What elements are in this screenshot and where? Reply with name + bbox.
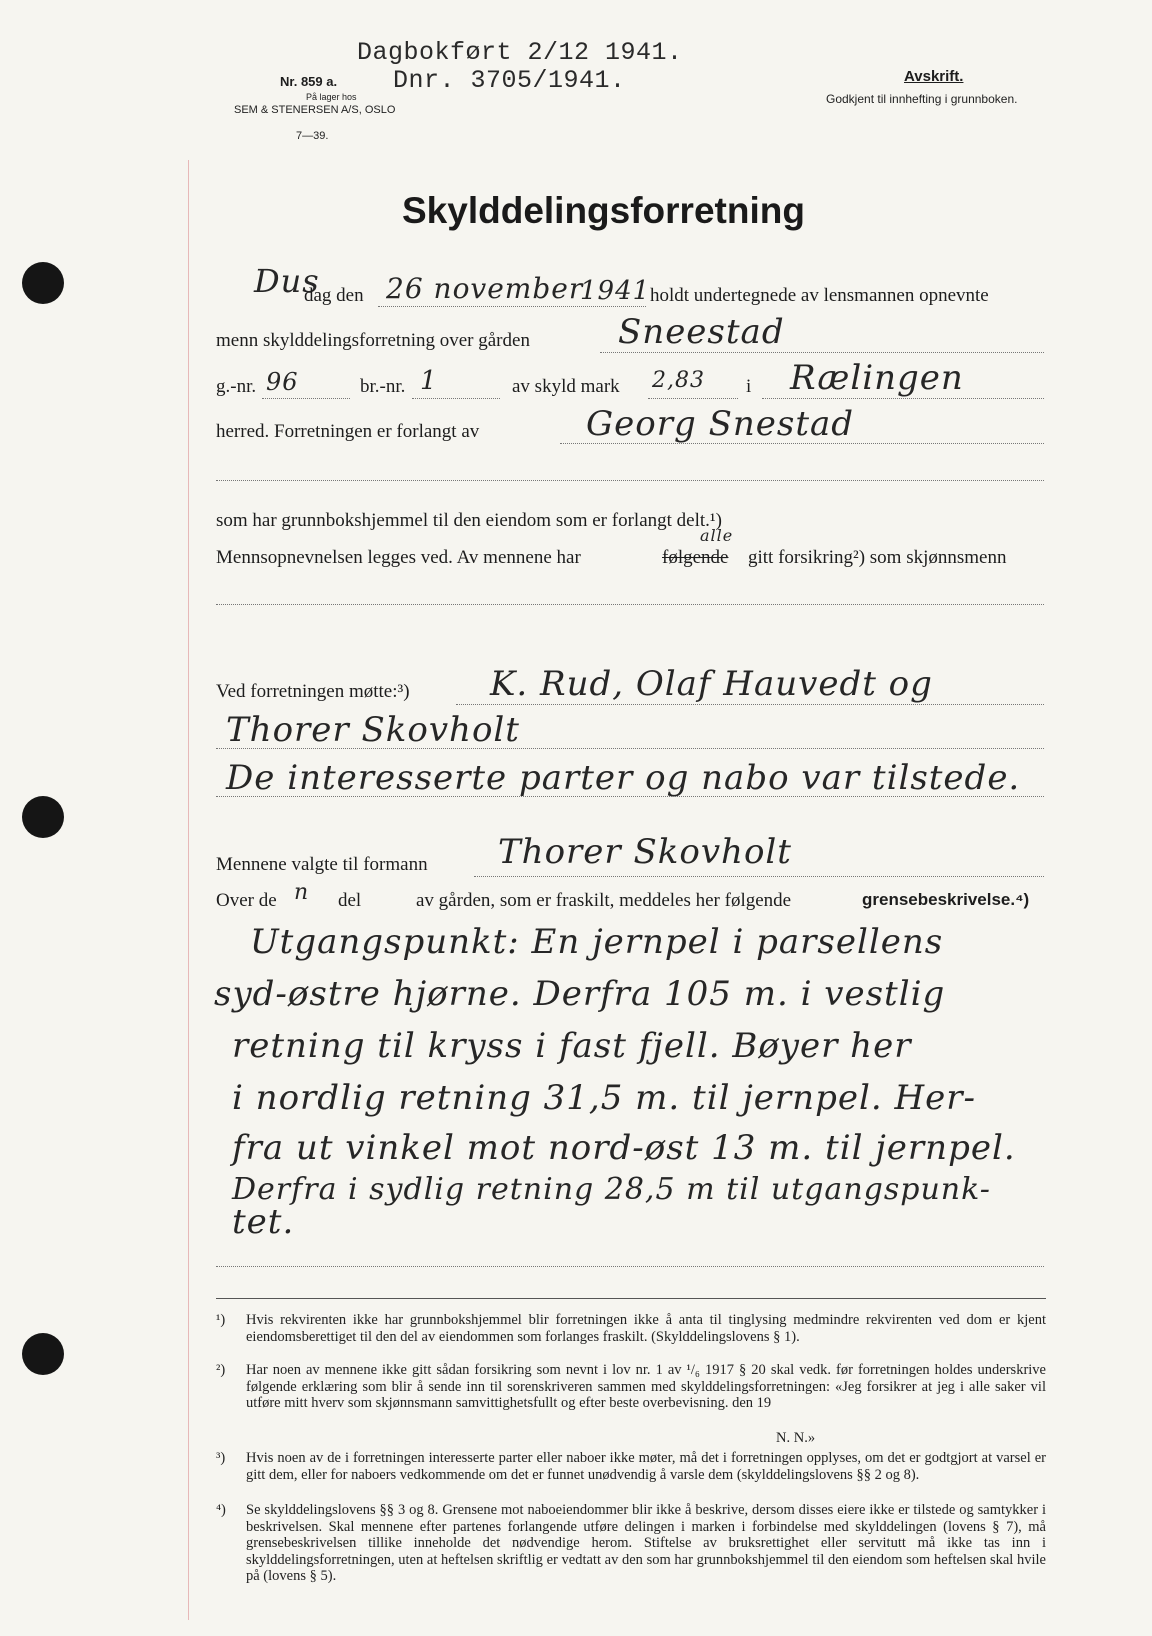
punch-hole-top — [22, 262, 64, 304]
document-title: Skylddelingsforretning — [402, 190, 805, 231]
label-forlangt-av: herred. Forretningen er forlangt av — [216, 421, 480, 442]
handwritten-formann: Thorer Skovholt — [498, 832, 792, 872]
footnote-2 — [216, 1362, 1046, 1412]
footnote-signature — [216, 1430, 1046, 1447]
journal-stamp-date: Dagbokført 2/12 1941. — [357, 38, 683, 67]
struck-folgende: følgende — [662, 547, 729, 568]
footnote-4-number: ⁴) — [216, 1502, 226, 1518]
handwritten-kommune: Rælingen — [790, 358, 964, 398]
footnote-3-number: ³) — [216, 1450, 226, 1466]
skyld-underline — [648, 398, 738, 399]
publisher-date: 7—39. — [296, 130, 329, 142]
form-number: Nr. 859 a. — [280, 74, 338, 89]
blank-line-2 — [216, 604, 1044, 605]
label-over-garden: menn skylddelingsforretning over gården — [216, 330, 530, 351]
handwritten-n: n — [294, 880, 310, 905]
handwritten-prefix: Dus — [254, 262, 320, 300]
footnote-1-text: Hvis rekvirenten ikke har grunnbokshjemmel blir forretningen ikke å anta til tinglysing medmindre rekvirenten ved dom er kjent eiendomsberettiget til den del av eiendommen som forlanges fraskilt. (Skylddelingslovens § 1). — [246, 1312, 1046, 1345]
text-grunnbokshjemmel: som har grunnbokshjemmel til den eiendom som er forlangt delt.¹) — [216, 510, 722, 531]
footnote-4 — [216, 1502, 1046, 1585]
handwritten-skyld: 2,83 — [652, 368, 705, 393]
boundary-line-2: syd-østre hjørne. Derfra 105 m. i vestlig — [214, 974, 946, 1014]
text-forsikring: gitt forsikring²) som skjønnsmenn — [748, 547, 1007, 568]
footnote-2-text: Har noen av mennene ikke gitt sådan forsikring som nevnt i lov nr. 1 av ¹/₆ 1917 § 20 skal vedk. før forretningen holdes underskrive følgende erklæring som blir å sende inn til sorenskriveren sammen med skylddelingsforretningen: «Jeg forsikrer at jeg i alle saker vil utføre mitt hverv som skjønnsmann samvittighetsfullt og efter beste overbevisning. den 19 — [246, 1362, 1046, 1411]
label-mennsopnevnelsen: Mennsopnevnelsen legges ved. Av mennene har — [216, 547, 581, 568]
attendees-underline-2 — [216, 748, 1044, 749]
handwritten-requester: Georg Snestad — [586, 404, 855, 444]
footnote-divider — [216, 1298, 1046, 1299]
punch-hole-bottom — [22, 1333, 64, 1375]
handwritten-date: 26 november — [386, 272, 584, 305]
label-grensebeskrivelse: grensebeskrivelse.⁴) — [862, 890, 1030, 909]
label-del: del — [338, 890, 362, 911]
footnote-1 — [216, 1312, 1046, 1345]
label-gnr: g.-nr. — [216, 376, 257, 397]
handwritten-alle: alle — [700, 526, 734, 545]
publisher-note: På lager hos — [306, 92, 357, 102]
handwritten-farm: Sneestad — [618, 312, 785, 352]
label-over-de: Over de — [216, 890, 277, 911]
date-underline — [378, 306, 646, 307]
label-i: i — [746, 376, 752, 397]
boundary-line-7: tet. — [232, 1202, 295, 1242]
label-bnr: br.-nr. — [360, 376, 406, 397]
bnr-underline — [412, 398, 500, 399]
handwritten-attendees-2: Thorer Skovholt — [226, 710, 520, 750]
blank-line-final — [216, 1266, 1044, 1267]
footnote-1-number: ¹) — [216, 1312, 226, 1328]
blank-line-1 — [216, 480, 1044, 481]
boundary-line-4: i nordlig retning 31,5 m. til jernpel. Her- — [232, 1078, 976, 1118]
footnote-2-number: ²) — [216, 1362, 226, 1378]
journal-stamp-number: Dnr. 3705/1941. — [393, 66, 626, 95]
text-fraskilt: av gården, som er fraskilt, meddeles her følgende — [416, 890, 792, 911]
handwritten-attendees-3: De interesserte parter og nabo var tilstede. — [226, 758, 1021, 798]
attendees-underline-1 — [456, 704, 1044, 705]
footnote-4-text: Se skylddelingslovens §§ 3 og 8. Grensene mot naboeiendommer blir ikke å beskrive, dersom disses eiere ikke er tilstede og samtykker i beskrivelsen. Skal mennene efter partenes forlangende utføre delingen i marken i forbindelse med skylddelingen (lovens § 7), må grensebeskrivelsen tillike inneholde det nødvendige herom. Stiftelse av bruksrettighet eller servitutt må ikke tas inn i skylddelingsforretningen, uten at heftelsen skriftlig er vedtatt av den som har grunnbokshjemmel til den eiendom som heftelsen skal hvile på (lovens § 5). — [246, 1502, 1046, 1584]
handwritten-gnr: 96 — [266, 368, 299, 396]
footnote-signature-text: N. N.» — [776, 1430, 816, 1446]
boundary-line-6: Derfra i sydlig retning 28,5 m til utgangspunk- — [232, 1172, 991, 1207]
gnr-underline — [262, 398, 350, 399]
punch-hole-middle — [22, 796, 64, 838]
boundary-line-3: retning til kryss i fast fjell. Bøyer her — [232, 1026, 912, 1066]
label-holdt: holdt undertegnede av lensmannen opnevnte — [650, 285, 989, 306]
label-ved-forretningen: Ved forretningen møtte:³) — [216, 681, 410, 702]
label-skyld: av skyld mark — [512, 376, 620, 397]
approval-note: Godkjent til innhefting i grunnboken. — [826, 92, 1018, 106]
copy-label: Avskrift. — [904, 68, 964, 85]
boundary-line-5: fra ut vinkel mot nord-øst 13 m. til jernpel. — [232, 1128, 1016, 1168]
label-formann: Mennene valgte til formann — [216, 854, 428, 875]
footnote-3-text: Hvis noen av de i forretningen interesserte parter eller naboer ikke møter, må det i forretningen opplyses, om det er godtgjort at varsel er gitt dem, eller for naboers vedkommende om det er funnet unødvendig å varsle dem (skylddelingslovens §§ 2 og 8). — [246, 1450, 1046, 1483]
footnote-3 — [216, 1450, 1046, 1483]
formann-underline — [474, 876, 1044, 877]
publisher-name: SEM & STENERSEN A/S, OSLO — [234, 104, 396, 116]
handwritten-bnr: 1 — [420, 366, 438, 396]
margin-line — [188, 160, 189, 1620]
farm-underline — [600, 352, 1044, 353]
handwritten-attendees-1: K. Rud, Olaf Hauvedt og — [490, 664, 933, 704]
attendees-underline-3 — [216, 796, 1044, 797]
kommune-underline — [762, 398, 1044, 399]
handwritten-year: 1941 — [580, 276, 651, 306]
label-dag-den: dag den — [304, 285, 364, 306]
boundary-line-1: Utgangspunkt: En jernpel i parsellens — [250, 922, 944, 962]
